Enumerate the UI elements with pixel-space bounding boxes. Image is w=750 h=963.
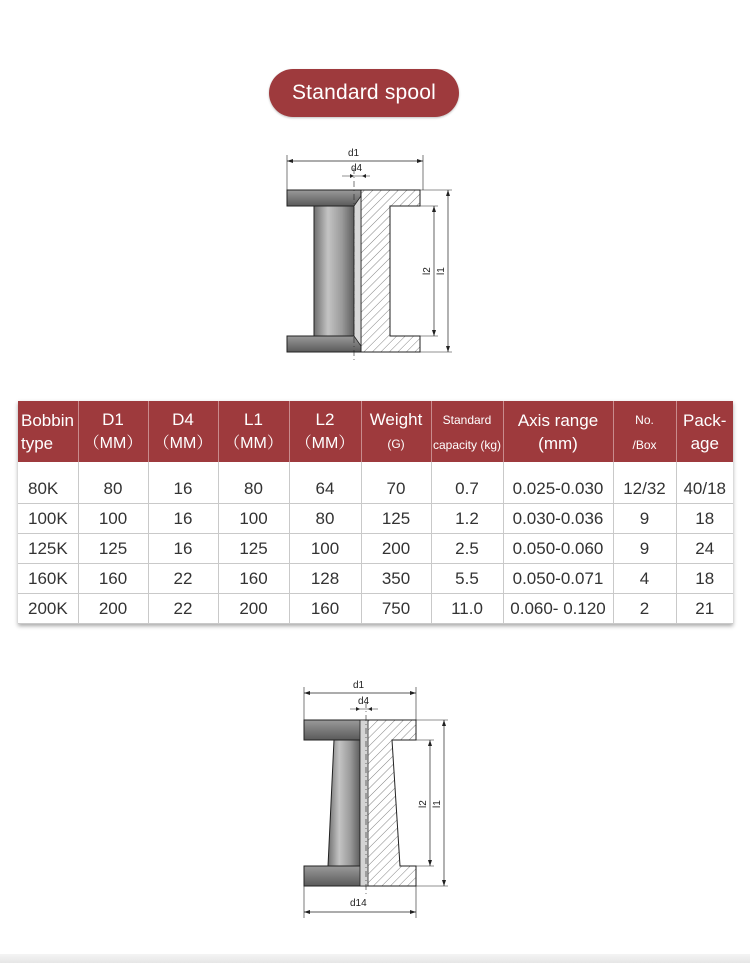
dim-l2-label: l2 (418, 800, 429, 808)
header-l1: L1 （MM） (218, 401, 289, 462)
cell-d4: 22 (148, 564, 218, 594)
spec-table-container (18, 401, 733, 624)
header-package: Pack- age (676, 401, 733, 462)
dim-l1-label: l1 (436, 267, 447, 275)
cell-no-box: 12/32 (613, 462, 676, 504)
table-row (18, 534, 733, 564)
table-row (18, 594, 733, 624)
header-bobbin-type: Bobbin type (18, 401, 78, 462)
cell-weight: 750 (361, 594, 431, 624)
cell-d1: 160 (78, 564, 148, 594)
dim-d1-label: d1 (353, 680, 365, 691)
cell-axis-range: 0.025-0.030 (503, 462, 613, 504)
cell-l2: 100 (289, 534, 361, 564)
header-d4: D4 （MM） (148, 401, 218, 462)
cell-d1: 125 (78, 534, 148, 564)
cell-weight: 125 (361, 504, 431, 534)
cell-axis-range: 0.050-0.060 (503, 534, 613, 564)
cell-axis-range: 0.050-0.071 (503, 564, 613, 594)
cell-package: 21 (676, 594, 733, 624)
cell-l1: 100 (218, 504, 289, 534)
page-title: Standard spool (269, 69, 459, 117)
dim-l1-label: l1 (432, 800, 443, 808)
dim-d14-label: d14 (350, 898, 367, 909)
cell-axis-range: 0.030-0.036 (503, 504, 613, 534)
cell-d1: 200 (78, 594, 148, 624)
cell-capacity: 5.5 (431, 564, 503, 594)
dim-d1-label: d1 (348, 148, 360, 159)
cell-d4: 16 (148, 462, 218, 504)
header-weight: Weight (G) (361, 401, 431, 462)
cell-weight: 70 (361, 462, 431, 504)
cell-package: 40/18 (676, 462, 733, 504)
header-d1: D1 （MM） (78, 401, 148, 462)
header-axis-range: Axis range (mm) (503, 401, 613, 462)
spool-drawing-bottom (290, 672, 460, 922)
header-standard-capacity: Standard capacity (kg) (431, 401, 503, 462)
table-row (18, 462, 733, 504)
table-row (18, 564, 733, 594)
cell-capacity: 11.0 (431, 594, 503, 624)
cell-axis-range: 0.060- 0.120 (503, 594, 613, 624)
header-no-box: No. /Box (613, 401, 676, 462)
cell-l1: 125 (218, 534, 289, 564)
header-l2: L2 （MM） (289, 401, 361, 462)
spool-drawing-top (270, 140, 470, 370)
cell-l2: 128 (289, 564, 361, 594)
cell-l2: 80 (289, 504, 361, 534)
cell-d1: 80 (78, 462, 148, 504)
table-header-row (18, 401, 733, 462)
cell-l1: 80 (218, 462, 289, 504)
dim-l2-label: l2 (422, 267, 433, 275)
cell-package: 18 (676, 564, 733, 594)
page-bottom-band (0, 954, 750, 963)
cell-bobbin-type: 160K (18, 564, 78, 594)
cell-d1: 100 (78, 504, 148, 534)
cell-bobbin-type: 80K (18, 462, 78, 504)
cell-no-box: 2 (613, 594, 676, 624)
cell-l1: 200 (218, 594, 289, 624)
cell-no-box: 9 (613, 534, 676, 564)
cell-weight: 200 (361, 534, 431, 564)
cell-l2: 64 (289, 462, 361, 504)
cell-capacity: 2.5 (431, 534, 503, 564)
cell-d4: 22 (148, 594, 218, 624)
dim-d4-label: d4 (351, 163, 363, 174)
cell-no-box: 4 (613, 564, 676, 594)
cell-no-box: 9 (613, 504, 676, 534)
cell-d4: 16 (148, 534, 218, 564)
cell-weight: 350 (361, 564, 431, 594)
cell-bobbin-type: 100K (18, 504, 78, 534)
cell-bobbin-type: 125K (18, 534, 78, 564)
cell-bobbin-type: 200K (18, 594, 78, 624)
dim-d4-label: d4 (358, 696, 370, 707)
cell-package: 24 (676, 534, 733, 564)
cell-package: 18 (676, 504, 733, 534)
cell-d4: 16 (148, 504, 218, 534)
cell-l2: 160 (289, 594, 361, 624)
cell-capacity: 1.2 (431, 504, 503, 534)
table-row (18, 504, 733, 534)
spec-table (18, 401, 733, 624)
cell-capacity: 0.7 (431, 462, 503, 504)
cell-l1: 160 (218, 564, 289, 594)
